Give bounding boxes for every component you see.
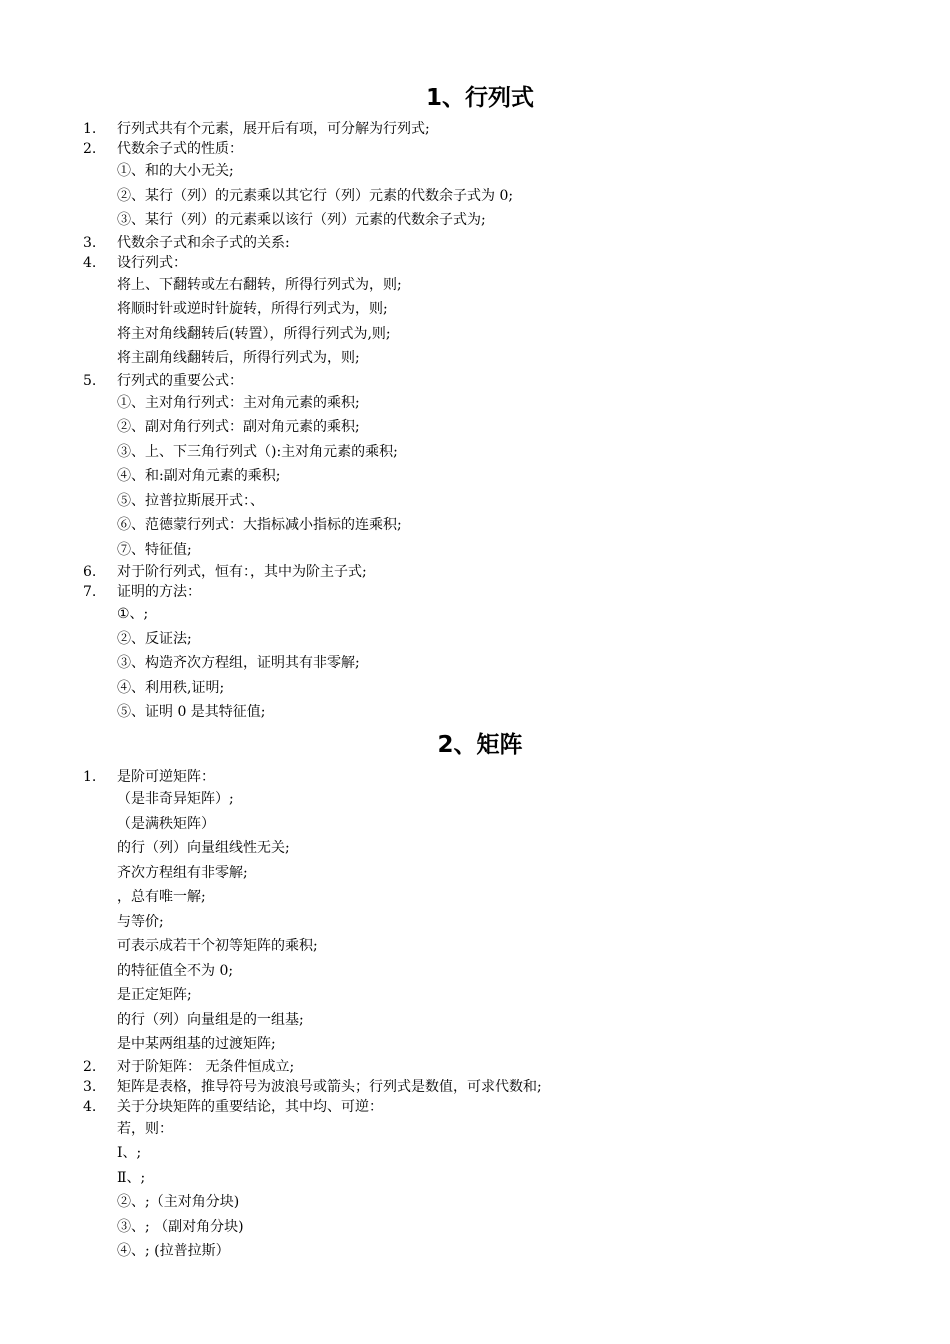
list-item	[0, 1097, 950, 1264]
sub-item: 的行（列）向量组是的一组基;	[117, 1011, 304, 1028]
item-text: 行列式共有个元素，展开后有项，可分解为行列式;	[117, 121, 430, 137]
matrix-list	[0, 767, 950, 1264]
item-text: 是阶可逆矩阵：	[117, 769, 215, 785]
sub-item: ③、某行（列）的元素乘以该行（列）元素的代数余子式为;	[117, 212, 486, 228]
item-number: 1.	[83, 769, 97, 785]
sub-item: ③、; （副对角分块)	[117, 1218, 244, 1235]
sub-item: ②、反证法;	[117, 630, 192, 647]
sub-item: ④、和:副对角元素的乘积;	[117, 468, 281, 484]
list-item	[0, 1057, 950, 1077]
item-text: 对于阶行列式，恒有：，其中为阶主子式;	[117, 564, 367, 580]
sub-item: ④、; (拉普拉斯）	[117, 1243, 230, 1259]
sub-item: ①、和的大小无关;	[117, 163, 234, 179]
determinant-list	[0, 119, 950, 725]
sub-item: ①、;	[117, 606, 149, 622]
sub-item: 的特征值全不为 0;	[117, 962, 234, 979]
section-title-determinant: 1、行列式	[425, 85, 534, 111]
sub-item: 将主对角线翻转后(转置），所得行列式为,则;	[117, 325, 391, 342]
item-text: 设行列式：	[117, 254, 187, 271]
sub-item: ②、副对角行列式：副对角元素的乘积;	[117, 419, 360, 435]
list-item	[0, 767, 950, 1057]
sub-item: ③、上、下三角行列式（):主对角元素的乘积;	[117, 443, 398, 460]
sub-item: ⑦、特征值;	[117, 541, 192, 558]
sub-item: 的行（列）向量组线性无关;	[117, 840, 290, 856]
item-number: 6.	[83, 564, 97, 580]
list-item	[0, 233, 950, 253]
item-number: 2.	[83, 1058, 97, 1075]
item-number: 5.	[83, 372, 97, 389]
item-text: 对于阶矩阵： 无条件恒成立;	[117, 1058, 295, 1075]
list-item	[0, 582, 950, 725]
item-number: 3.	[83, 1078, 97, 1095]
sub-item: Ⅰ、;	[117, 1145, 142, 1161]
item-number: 4.	[83, 1098, 97, 1115]
list-item	[0, 139, 950, 233]
sub-item: ，总有唯一解;	[117, 889, 206, 905]
item-number: 7.	[83, 584, 97, 600]
sub-item: Ⅱ、;	[117, 1169, 146, 1186]
item-text: 代数余子式和余子式的关系:	[117, 234, 290, 251]
item-text: 证明的方法：	[117, 584, 201, 600]
sub-item: 将主副角线翻转后，所得行列式为，则;	[117, 350, 360, 366]
list-item	[0, 562, 950, 582]
sub-item: ④、利用秩,证明;	[117, 679, 225, 696]
sub-item: ②、某行（列）的元素乘以其它行（列）元素的代数余子式为 0;	[117, 187, 514, 204]
item-text: 关于分块矩阵的重要结论，其中均、可逆：	[117, 1098, 383, 1115]
item-text: 行列式的重要公式：	[117, 372, 243, 389]
sub-item: ③、构造齐次方程组，证明其有非零解;	[117, 655, 360, 671]
sub-item: （是非奇异矩阵）;	[117, 791, 234, 807]
sub-item: ①、主对角行列式：主对角元素的乘积;	[117, 394, 360, 411]
sub-item: ②、;（主对角分块)	[117, 1194, 240, 1210]
section-title-matrix: 2、矩阵	[437, 732, 523, 758]
sub-item: 是正定矩阵;	[117, 987, 192, 1003]
item-number: 2.	[83, 141, 97, 157]
list-item	[0, 253, 950, 371]
list-item	[0, 371, 950, 563]
item-number: 4.	[83, 254, 97, 271]
sub-item: ⑤、证明 0 是其特征值;	[117, 704, 266, 720]
item-number: 3.	[83, 234, 97, 251]
sub-item: 可表示成若干个初等矩阵的乘积;	[117, 938, 318, 954]
item-text: 代数余子式的性质：	[117, 141, 243, 157]
sub-item: 齐次方程组有非零解;	[117, 864, 248, 881]
sub-item: 是中某两组基的过渡矩阵;	[117, 1036, 276, 1052]
sub-item: 与等价;	[117, 913, 164, 930]
list-item	[0, 1077, 950, 1097]
sub-item: ⑤、拉普拉斯展开式：、	[117, 492, 264, 509]
sub-item: （是满秩矩阵）	[117, 815, 215, 832]
item-text: 矩阵是表格，推导符号为波浪号或箭头；行列式是数值，可求代数和;	[117, 1078, 542, 1095]
list-item	[0, 119, 950, 139]
item-number: 1.	[83, 121, 97, 137]
sub-item: 将上、下翻转或左右翻转，所得行列式为，则;	[117, 276, 402, 293]
sub-item: ⑥、范德蒙行列式：大指标减小指标的连乘积;	[117, 517, 402, 533]
sub-item: 将顺时针或逆时针旋转，所得行列式为，则;	[117, 301, 388, 317]
sub-item: 若，则：	[117, 1120, 173, 1137]
